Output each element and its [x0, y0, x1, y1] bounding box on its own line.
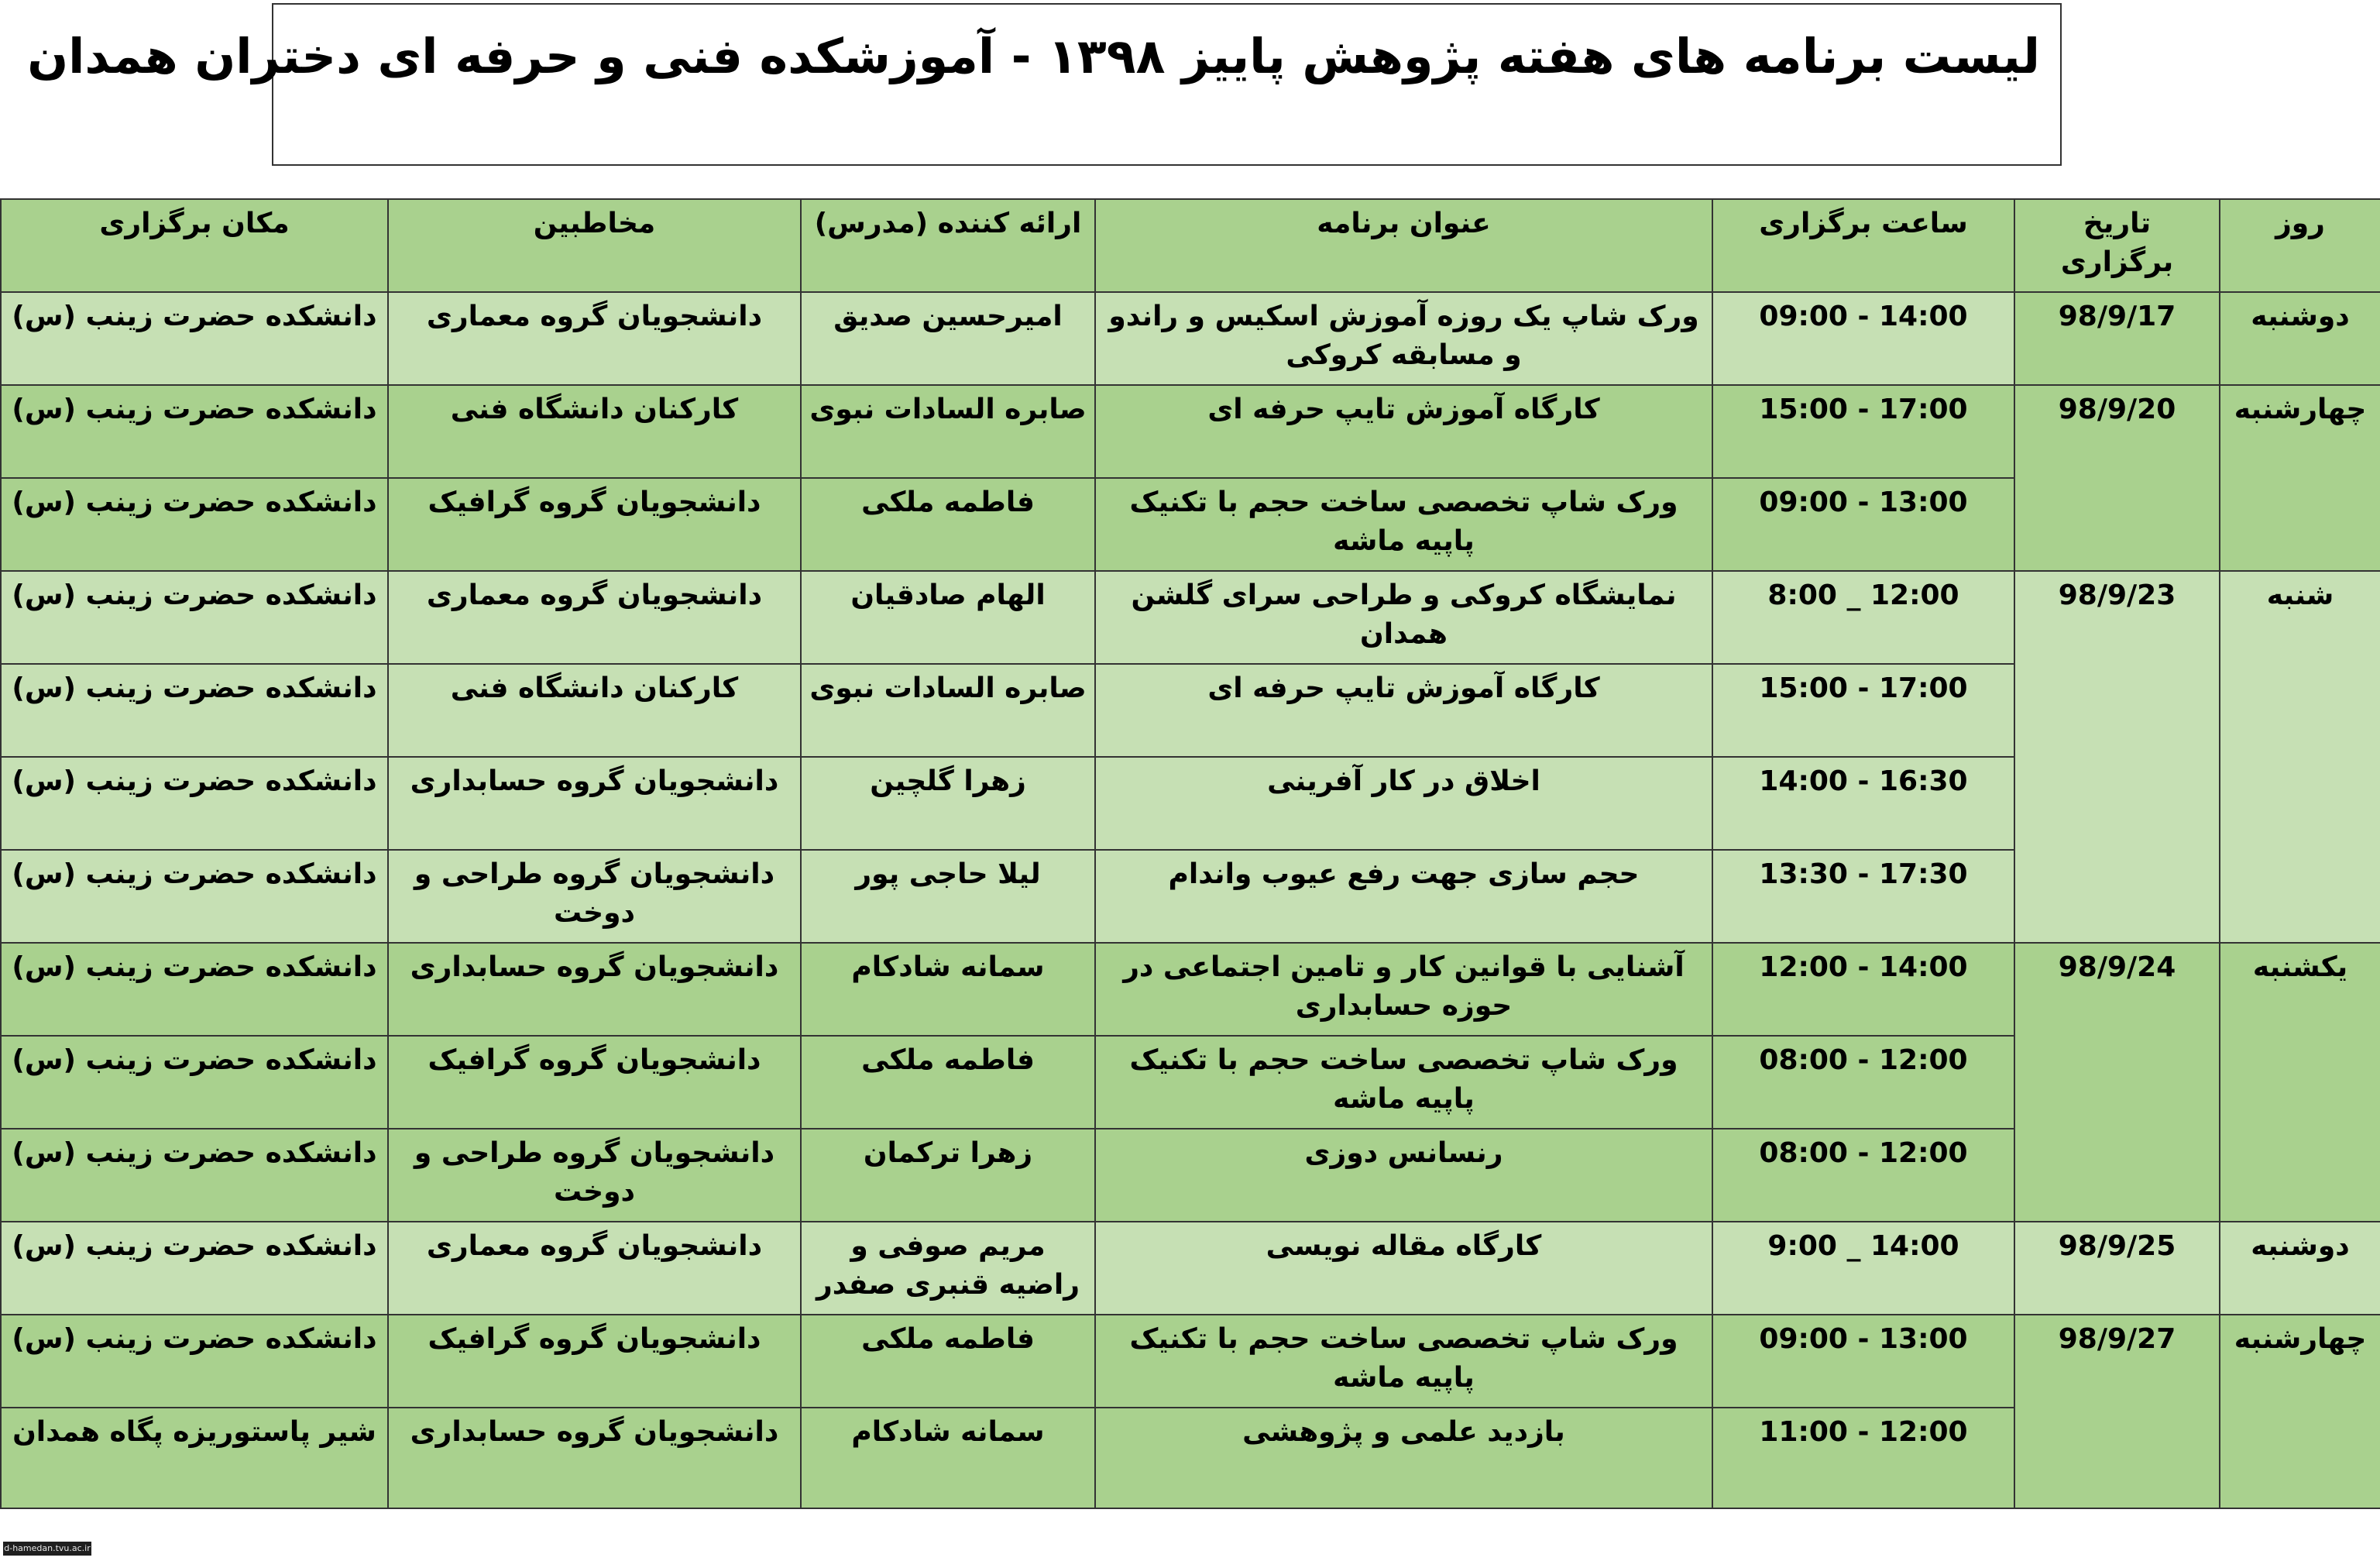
time-cell: 14:00 - 16:30 — [1712, 757, 2014, 850]
presenter-cell: زهرا گلچین — [801, 757, 1095, 850]
date-cell: 98/9/24 — [2014, 943, 2220, 1222]
header-presenter: ارائه کننده (مدرس) — [801, 199, 1095, 292]
location-cell: دانشکده حضرت زینب (س) — [1, 1129, 388, 1222]
time-cell: 09:00 - 13:00 — [1712, 478, 2014, 571]
presenter-cell: سمانه شادکام — [801, 1408, 1095, 1508]
date-cell: 98/9/23 — [2014, 571, 2220, 943]
location-cell: دانشکده حضرت زینب (س) — [1, 1222, 388, 1315]
audience-cell: دانشجویان گروه حسابداری — [388, 757, 801, 850]
audience-cell: دانشجویان گروه حسابداری — [388, 943, 801, 1036]
time-cell: 11:00 - 12:00 — [1712, 1408, 2014, 1508]
header-location: مکان برگزاری — [1, 199, 388, 292]
audience-cell: دانشجویان گروه حسابداری — [388, 1408, 801, 1508]
header-date: تاریخ برگزاری — [2014, 199, 2220, 292]
date-cell: 98/9/20 — [2014, 385, 2220, 571]
presenter-cell: زهرا ترکمان — [801, 1129, 1095, 1222]
program-cell: بازدید علمی و پژوهشی — [1095, 1408, 1712, 1508]
presenter-cell: امیرحسین صدیق — [801, 292, 1095, 385]
audience-cell: دانشجویان گروه طراحی و دوخت — [388, 850, 801, 943]
day-cell: دوشنبه — [2220, 292, 2380, 385]
time-cell: 15:00 - 17:00 — [1712, 664, 2014, 757]
audience-cell: کارکنان دانشگاه فنی — [388, 385, 801, 478]
time-cell: 08:00 - 12:00 — [1712, 1129, 2014, 1222]
audience-cell: دانشجویان گروه معماری — [388, 571, 801, 664]
presenter-cell: سمانه شادکام — [801, 943, 1095, 1036]
time-cell: 15:00 - 17:00 — [1712, 385, 2014, 478]
table-row — [1, 943, 2380, 1036]
footer-logo[interactable]: d-hamedan.tvu.ac.ir — [3, 1542, 91, 1556]
date-cell: 98/9/25 — [2014, 1222, 2220, 1315]
location-cell: دانشکده حضرت زینب (س) — [1, 757, 388, 850]
time-cell: 9:00 _ 14:00 — [1712, 1222, 2014, 1315]
audience-cell: دانشجویان گروه گرافیک — [388, 1036, 801, 1129]
presenter-cell: فاطمه ملکی — [801, 1036, 1095, 1129]
location-cell: دانشکده حضرت زینب (س) — [1, 478, 388, 571]
location-cell: دانشکده حضرت زینب (س) — [1, 664, 388, 757]
header-time: ساعت برگزاری — [1712, 199, 2014, 292]
audience-cell: دانشجویان گروه طراحی و دوخت — [388, 1129, 801, 1222]
day-cell: چهارشنبه — [2220, 1315, 2380, 1508]
date-cell: 98/9/17 — [2014, 292, 2220, 385]
presenter-cell: لیلا حاجی پور — [801, 850, 1095, 943]
header-row — [1, 199, 2380, 292]
presenter-cell: مریم صوفی و راضیه قنبری صفدر — [801, 1222, 1095, 1315]
audience-cell: دانشجویان گروه گرافیک — [388, 478, 801, 571]
program-cell: کارگاه آموزش تایپ حرفه ای — [1095, 385, 1712, 478]
program-cell: رنسانس دوزی — [1095, 1129, 1712, 1222]
program-cell: اخلاق در کار آفرینی — [1095, 757, 1712, 850]
location-cell: دانشکده حضرت زینب (س) — [1, 571, 388, 664]
header-day: روز — [2220, 199, 2380, 292]
location-cell: دانشکده حضرت زینب (س) — [1, 385, 388, 478]
audience-cell: دانشجویان گروه معماری — [388, 292, 801, 385]
location-cell: دانشکده حضرت زینب (س) — [1, 1315, 388, 1408]
presenter-cell: صابره السادات نبوی — [801, 664, 1095, 757]
program-cell: نمایشگاه کروکی و طراحی سرای گلشن همدان — [1095, 571, 1712, 664]
header-program: عنوان برنامه — [1095, 199, 1712, 292]
program-cell: حجم سازی جهت رفع عیوب واندام — [1095, 850, 1712, 943]
time-cell: 13:30 - 17:30 — [1712, 850, 2014, 943]
location-cell: دانشکده حضرت زینب (س) — [1, 943, 388, 1036]
date-cell: 98/9/27 — [2014, 1315, 2220, 1508]
title-box — [27, 3, 2062, 166]
location-cell: دانشکده حضرت زینب (س) — [1, 1036, 388, 1129]
table-row — [1, 1222, 2380, 1315]
presenter-cell: الهام صادقیان — [801, 571, 1095, 664]
day-cell: دوشنبه — [2220, 1222, 2380, 1315]
time-cell: 09:00 - 13:00 — [1712, 1315, 2014, 1408]
program-cell: ورک شاپ تخصصی ساخت حجم با تکنیک پاپیه ماشه — [1095, 1036, 1712, 1129]
location-cell: دانشکده حضرت زینب (س) — [1, 850, 388, 943]
day-cell: چهارشنبه — [2220, 385, 2380, 571]
location-cell: شیر پاستوریزه پگاه همدان — [1, 1408, 388, 1508]
program-cell: ورک شاپ تخصصی ساخت حجم با تکنیک پاپیه ماشه — [1095, 478, 1712, 571]
program-cell: کارگاه آموزش تایپ حرفه ای — [1095, 664, 1712, 757]
table-row — [1, 1315, 2380, 1408]
presenter-cell: فاطمه ملکی — [801, 478, 1095, 571]
time-cell: 12:00 - 14:00 — [1712, 943, 2014, 1036]
day-cell: یکشنبه — [2220, 943, 2380, 1222]
header-audience: مخاطبین — [388, 199, 801, 292]
audience-cell: دانشجویان گروه معماری — [388, 1222, 801, 1315]
location-cell: دانشکده حضرت زینب (س) — [1, 292, 388, 385]
day-cell: شنبه — [2220, 571, 2380, 943]
program-cell: آشنایی با قوانین کار و تامین اجتماعی در حوزه حسابداری — [1095, 943, 1712, 1036]
program-cell: ورک شاپ تخصصی ساخت حجم با تکنیک پاپیه ماشه — [1095, 1315, 1712, 1408]
audience-cell: کارکنان دانشگاه فنی — [388, 664, 801, 757]
audience-cell: دانشجویان گروه گرافیک — [388, 1315, 801, 1408]
time-cell: 08:00 - 12:00 — [1712, 1036, 2014, 1129]
page-title: لیست برنامه های هفته پژوهش پاییز ۱۳۹۸ - آموزشکده فنی و حرفه ای دختران همدان — [27, 28, 2040, 84]
table-row — [1, 385, 2380, 478]
time-cell: 09:00 - 14:00 — [1712, 292, 2014, 385]
time-cell: 8:00 _ 12:00 — [1712, 571, 2014, 664]
program-cell: ورک شاپ یک روزه آموزش اسکیس و راندو و مسابقه کروکی — [1095, 292, 1712, 385]
schedule-table — [0, 198, 2380, 1509]
table-row — [1, 292, 2380, 385]
program-cell: کارگاه مقاله نویسی — [1095, 1222, 1712, 1315]
presenter-cell: صابره السادات نبوی — [801, 385, 1095, 478]
table-row — [1, 571, 2380, 664]
presenter-cell: فاطمه ملکی — [801, 1315, 1095, 1408]
